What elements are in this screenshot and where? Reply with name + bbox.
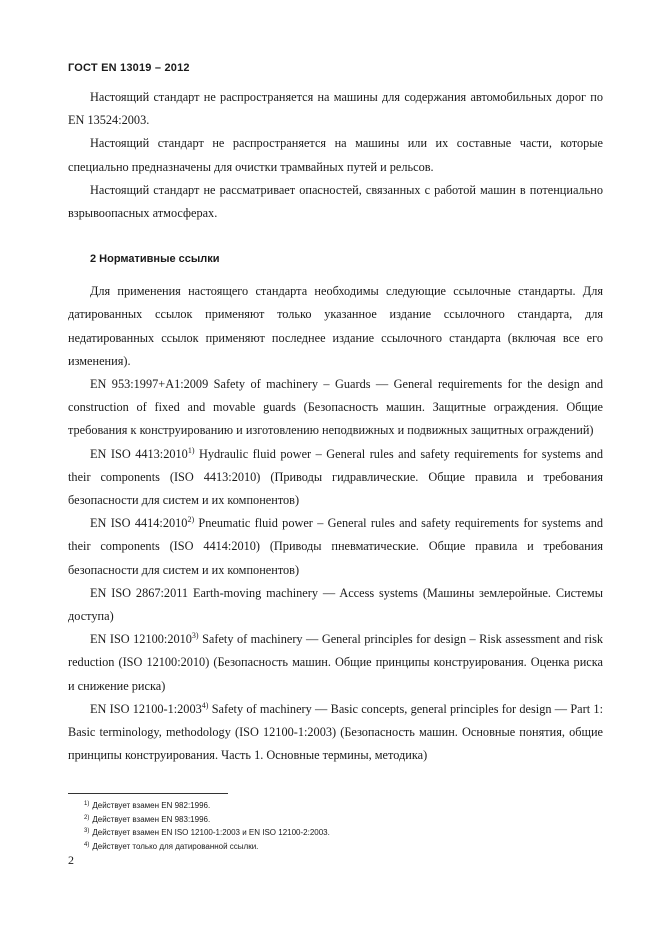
footnote-text: Действует взамен EN 982:1996.	[92, 801, 211, 810]
footnote-mark: 1)	[84, 801, 90, 807]
footnote-text: Действует взамен EN 983:1996.	[92, 814, 211, 824]
footnote	[84, 813, 330, 827]
paragraph: Настоящий стандарт не распространяется на машины или их составные части, которые специально предназначены для очистки трамвайных путей и рельсов.	[68, 136, 603, 174]
footnote-text: Действует взамен EN ISO 12100-1:2003 и EN ISO 12100-2:2003.	[92, 828, 330, 837]
footnote-ref: 2)	[187, 515, 195, 525]
footnote	[84, 840, 330, 854]
paragraph: Настоящий стандарт не распространяется на машины для содержания автомобильных дорог по EN 13524:2003.	[68, 90, 603, 128]
reference-text: Safety of machinery — General principles for design – Risk assessment and risk reduction (ISO 12100:2010) (Безопасность машин. Общие принципы конструирования. Оценка риска и снижение риска)	[68, 632, 604, 693]
reference-code: EN 953:1997+A1:2009	[90, 377, 209, 392]
footnote	[84, 826, 330, 840]
reference-item	[68, 443, 603, 513]
section-title: 2 Нормативные ссылки	[90, 253, 220, 266]
reference-code: EN ISO 2867:2011	[90, 585, 189, 600]
reference-text: Earth-moving machinery — Access systems (Машины землеройные. Системы доступа)	[68, 585, 603, 624]
footnote-mark: 3)	[84, 828, 90, 834]
footnote-ref: 4)	[201, 700, 209, 710]
reference-item	[68, 698, 603, 768]
footnotes	[84, 799, 330, 853]
footnote-ref: 1)	[187, 445, 195, 455]
reference-text: Hydraulic fluid power – General rules and safety requirements for systems and their components (ISO 4413:2010) (Приводы гидравлические. Общие правила и требования безопасности для систем и их компонентов)	[68, 446, 603, 508]
footnote	[84, 799, 330, 813]
footnote-text: Действует только для датированной ссылки.	[92, 841, 259, 851]
reference-code: EN ISO 12100-1:2003	[90, 701, 202, 716]
reference-text: Pneumatic fluid power – General rules and safety requirements for systems and their components (ISO 4414:2010) (Приводы пневматические. Общие правила и требования безопасности для систем и их компонентов)	[68, 516, 603, 577]
reference-item	[68, 582, 603, 628]
footnote-ref: 3)	[191, 631, 199, 641]
reference-text: Safety of machinery – Guards — General requirements for the design and construction of fixed and movable guards (Безопасность машин. Защитные ограждения. Общие требования к конструированию и изготовлению неподвижных и подвижных защитных ограждений)	[68, 377, 603, 438]
footnote-mark: 2)	[84, 814, 90, 821]
footnote-divider	[68, 793, 228, 794]
footnote-mark: 4)	[84, 841, 90, 848]
reference-code: EN ISO 4414:2010	[90, 516, 188, 531]
reference-item	[68, 628, 603, 698]
page-number: 2	[68, 853, 74, 867]
reference-code: EN ISO 4413:2010	[90, 446, 188, 461]
reference-item	[68, 373, 603, 443]
reference-code: EN ISO 12100:2010	[90, 632, 192, 647]
paragraph: Настоящий стандарт не рассматривает опасностей, связанных с работой машин в потенциально взрывоопасных атмосферах.	[68, 182, 603, 221]
reference-text: Safety of machinery — Basic concepts, general principles for design — Part 1: Basic terminology, methodology (ISO 12100-1:2003) (Безопасность машин. Основные понятия, общие принципы конструирования. Часть 1. Основные термины, методика)	[68, 701, 603, 763]
section-intro: Для применения настоящего стандарта необходимы следующие ссылочные стандарты. Для датированных ссылок применяют только указанное издание ссылочного стандарта, для недатированных ссылок применяют последнее издание ссылочного стандарта (включая все его изменения).	[68, 284, 603, 368]
document-body	[68, 86, 603, 767]
document-header: ГОСТ EN 13019 – 2012	[68, 62, 190, 74]
reference-item	[68, 512, 603, 582]
